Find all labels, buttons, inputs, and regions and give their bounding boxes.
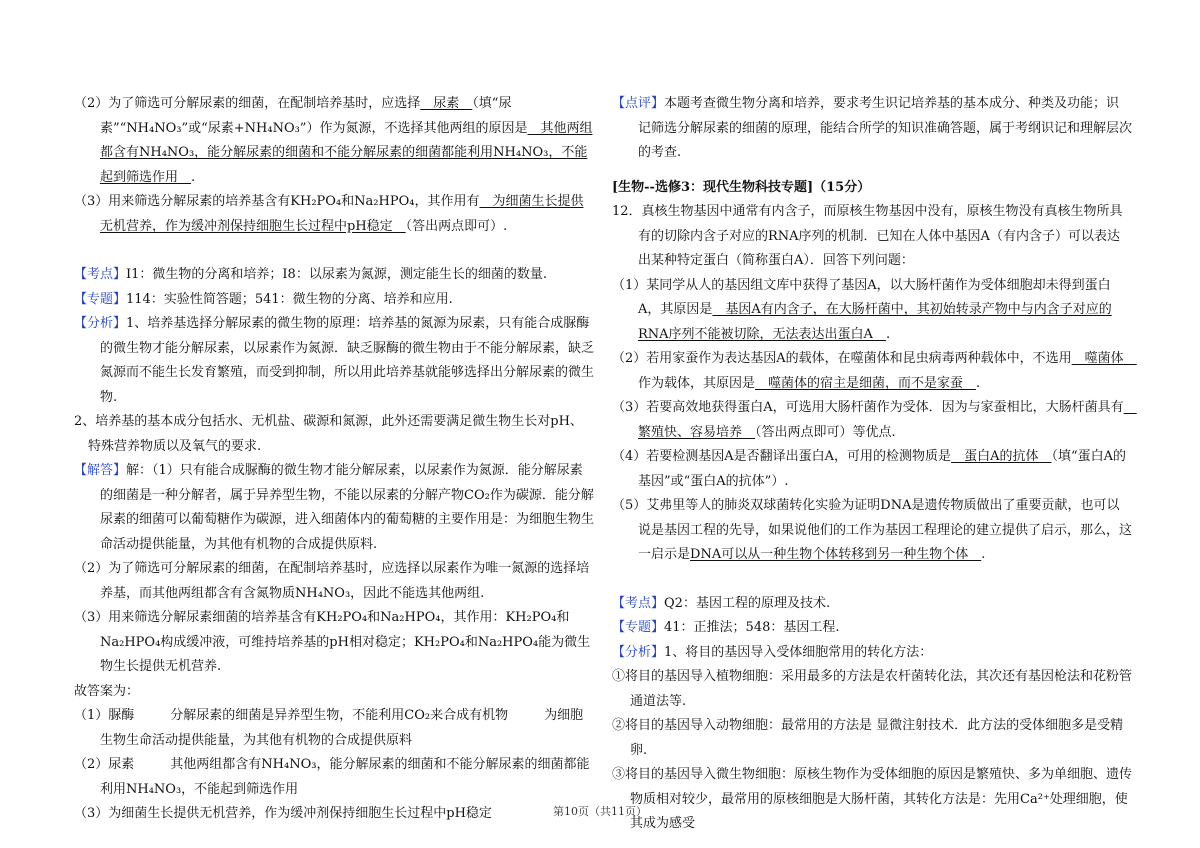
answer-2-part-1: （2）尿素 bbox=[74, 757, 135, 772]
s3-answer: 繁殖快、容易培养 bbox=[638, 400, 1137, 440]
kaodian-tag: 【考点】 bbox=[74, 267, 127, 282]
question-12: 12．真核生物基因中通常有内含子，而原核生物基因中没有，原核生物没有真核生物所具有的切除内含子对应的RNA序列的机制．已知在人体中基因A（有内含子）可以表达出某种特定蛋白（简称蛋白A）．回答下列问题： bbox=[612, 204, 1123, 268]
page-footer: 第10页（共11页） bbox=[553, 805, 647, 818]
answer-title: 故答案为： bbox=[74, 683, 140, 699]
spacer bbox=[612, 166, 1132, 176]
answer-1 bbox=[74, 704, 594, 753]
kaodian-text: I1：微生物的分离和培养；I8：以尿素为氮源，测定能生长的细菌的数量. bbox=[126, 267, 547, 282]
method-3: ③将目的基因导入微生物细胞：原核生物作为受体细胞的原因是繁殖快、多为单细胞、遗传物质相对较少，最常用的原核细胞是大肠杆菌，其转化方法是：先用Ca²⁺处理细胞，使其成为感受 bbox=[612, 767, 1133, 831]
s2-end: . bbox=[976, 375, 981, 391]
zhuanti bbox=[74, 288, 594, 313]
answer-1-part-2: 分解尿素的细菌是异养型生物，不能利用CO₂来合成有机物 bbox=[170, 708, 509, 723]
s4-text: （4）若要检测基因A是否翻译出蛋白A，可用的检测物质是 bbox=[612, 449, 952, 464]
fenxi-text: 1、培养基选择分解尿素的微生物的原理：培养基的氮源为尿素，只有能合成脲酶的微生物才能分解尿素，以尿素作为氮源．缺乏脲酶的微生物由于不能分解尿素，缺乏氮源而不能生长发育繁殖，而受到抑制，所以用此培养基就能够选择出分解尿素的微生物. bbox=[100, 316, 595, 405]
kaodian-text: Q2：基因工程的原理及技术. bbox=[664, 595, 831, 611]
method-2: ②将目的基因导入动物细胞：最常用的方法是 显微注射技术．此方法的受体细胞多是受精卵. bbox=[612, 718, 1124, 758]
q2-text-mid: （填“尿素”“NH₄NO₃”或“尿素+NH₄NO₃”）作为氮源，不选择其他两组的原因是 bbox=[100, 96, 528, 136]
question-2 bbox=[74, 92, 594, 190]
answer-3: （3）为细菌生长提供无机营养，作为缓冲剂保持细胞生长过程中pH稳定 bbox=[74, 806, 492, 821]
s4-answer: 蛋白A的抗体 bbox=[951, 449, 1052, 464]
zhuanti-tag: 【专题】 bbox=[74, 291, 127, 307]
q3-text: （3）用来筛选分解尿素的培养基含有KH₂PO₄和Na₂HPO₄，其作用有 bbox=[74, 194, 480, 209]
dianping-text: 本题考查微生物分离和培养，要求考生识记培养基的基本成分、种类及功能；识记筛选分解尿素的细菌的原理，能结合所学的知识准确答题，属于考纲识记和理解层次的考查. bbox=[638, 96, 1133, 160]
kaodian bbox=[74, 263, 594, 288]
sub-question-3 bbox=[612, 396, 1137, 445]
jieda-part-3: （3）用来筛选分解尿素细菌的培养基含有KH₂PO₄和Na₂HPO₄，其作用：KH₂PO₄和Na₂HPO₄构成缓冲液，可维持培养基的pH相对稳定；KH₂PO₄和Na₂HPO₄能为微生物生长提供无机营养. bbox=[74, 610, 591, 674]
s2-answer-2: 噬菌体的宿主是细菌，而不是家蚕 bbox=[755, 375, 977, 391]
s5-end: . bbox=[981, 547, 986, 562]
answer-2 bbox=[74, 753, 594, 802]
s2-text-mid: 作为载体，其原因是 bbox=[638, 375, 756, 391]
spacer bbox=[612, 568, 1132, 592]
q2-text: （2）为了筛选可分解尿素的细菌，在配制培养基时，应选择 bbox=[74, 96, 421, 111]
zhuanti-right bbox=[612, 616, 1132, 641]
dianping bbox=[612, 92, 1132, 166]
spacer bbox=[74, 239, 594, 263]
s3-text: （3）若要高效地获得蛋白A，可选用大肠杆菌作为受体．因为与家蚕相比，大肠杆菌具有 bbox=[612, 400, 1124, 415]
jieda bbox=[74, 459, 594, 557]
s1-end: . bbox=[885, 326, 891, 342]
sub-question-4 bbox=[612, 445, 1132, 494]
s5-answer: DNA可以从一种生物个体转移到另一种生物个体 bbox=[690, 547, 982, 562]
s5-text: （5）艾弗里等人的肺炎双球菌转化实验为证明DNA是遗传物质做出了重要贡献，也可以说是基因工程的先导，如果说他们的工作为基因工程理论的建立提供了启示，那么，这一启示是 bbox=[612, 498, 1133, 562]
s4-end: （填“蛋白A的基因”或“蛋白A的抗体”）. bbox=[638, 449, 1126, 489]
jieda-text: 解：（1）只有能合成脲酶的微生物才能分解尿素，以尿素作为氮源．能分解尿素的细菌是一种分解者，属于异养型生物，不能以尿素的分解产物CO₂作为碳源．能分解尿素的细菌可以葡萄糖作为碳源，进入细菌体内的葡萄糖的主要作用是：为细胞生物生命活动提供能量，为其他有机物的合成提供原料. bbox=[100, 463, 595, 552]
kaodian-tag: 【考点】 bbox=[612, 595, 665, 611]
sub-question-2 bbox=[612, 347, 1137, 396]
dianping-tag: 【点评】 bbox=[612, 96, 665, 111]
left-column bbox=[74, 92, 594, 827]
right-column bbox=[612, 92, 1137, 837]
s2-text: （2）若用家蚕作为表达基因A的载体，在噬菌体和昆虫病毒两种载体中，不选用 bbox=[612, 351, 1072, 366]
q3-answer: 为细菌生长提供无机营养，作为缓冲剂保持细胞生长过程中pH稳定 bbox=[100, 194, 584, 234]
jieda-tag: 【解答】 bbox=[74, 463, 127, 478]
jieda-part-2: （2）为了筛选可分解尿素的细菌，在配制培养基时，应选择以尿素作为唯一氮源的选择培养基，而其他两组都含有含氮物质NH₄NO₃，因此不能选其他两组. bbox=[74, 561, 590, 601]
zhuanti-tag: 【专题】 bbox=[612, 620, 665, 635]
q2-answer-2: 其他两组都含有NH₄NO₃，能分解尿素的细菌和不能分解尿素的细菌都能利用NH₄NO₃，不能起到筛选作用 bbox=[100, 120, 593, 185]
fenxi-text: 1、将目的基因导入受体细胞常用的转化方法： bbox=[664, 644, 933, 660]
section-title: [生物--选修3：现代生物科技专题]（15分） bbox=[612, 179, 871, 195]
q3-end: （答出两点即可）. bbox=[405, 218, 508, 234]
s1-text: （1）某同学从人的基因组文库中获得了基因A，以大肠杆菌作为受体细胞却未得到蛋白A，其原因是 bbox=[612, 277, 1111, 317]
kaodian-right bbox=[612, 592, 1132, 617]
sub-question-5 bbox=[612, 494, 1132, 568]
answer-1-part-1: （1）脲酶 bbox=[74, 708, 135, 723]
s2-answer-1: 噬菌体 bbox=[1071, 351, 1137, 366]
question-3 bbox=[74, 190, 594, 239]
zhuanti-text: 114：实验性简答题；541：微生物的分离、培养和应用. bbox=[126, 291, 453, 307]
q2-end: . bbox=[191, 169, 196, 185]
fenxi-tag: 【分析】 bbox=[612, 644, 665, 660]
method-1: ①将目的基因导入植物细胞：采用最多的方法是农杆菌转化法，其次还有基因枪法和花粉管通道法等. bbox=[612, 669, 1133, 709]
fenxi-tag: 【分析】 bbox=[74, 316, 127, 331]
fenxi-point-2: 2、培养基的基本成分包括水、无机盐、碳源和氮源，此外还需要满足微生物生长对pH、特殊营养物质以及氧气的要求. bbox=[74, 414, 583, 454]
answer-1-part-3: 为细胞生物生命活动提供能量，为其他有机物的合成提供原料 bbox=[100, 708, 584, 748]
q2-answer-1: 尿素 bbox=[420, 96, 473, 111]
s3-end: （答出两点即可）等优点. bbox=[755, 424, 896, 440]
zhuanti-text: 41：正推法；548：基因工程. bbox=[664, 620, 840, 635]
fenxi bbox=[74, 312, 594, 410]
s1-answer: 基因A有内含子，在大肠杆菌中，其初始转录产物中与内含子对应的RNA序列不能被切除，无法表达出蛋白A bbox=[638, 302, 1112, 342]
answer-2-part-2: 其他两组都含有NH₄NO₃，能分解尿素的细菌和不能分解尿素的细菌都能利用NH₄NO₃，不能起到筛选作用 bbox=[100, 757, 590, 797]
fenxi-right bbox=[612, 641, 1132, 666]
sub-question-1 bbox=[612, 274, 1132, 348]
